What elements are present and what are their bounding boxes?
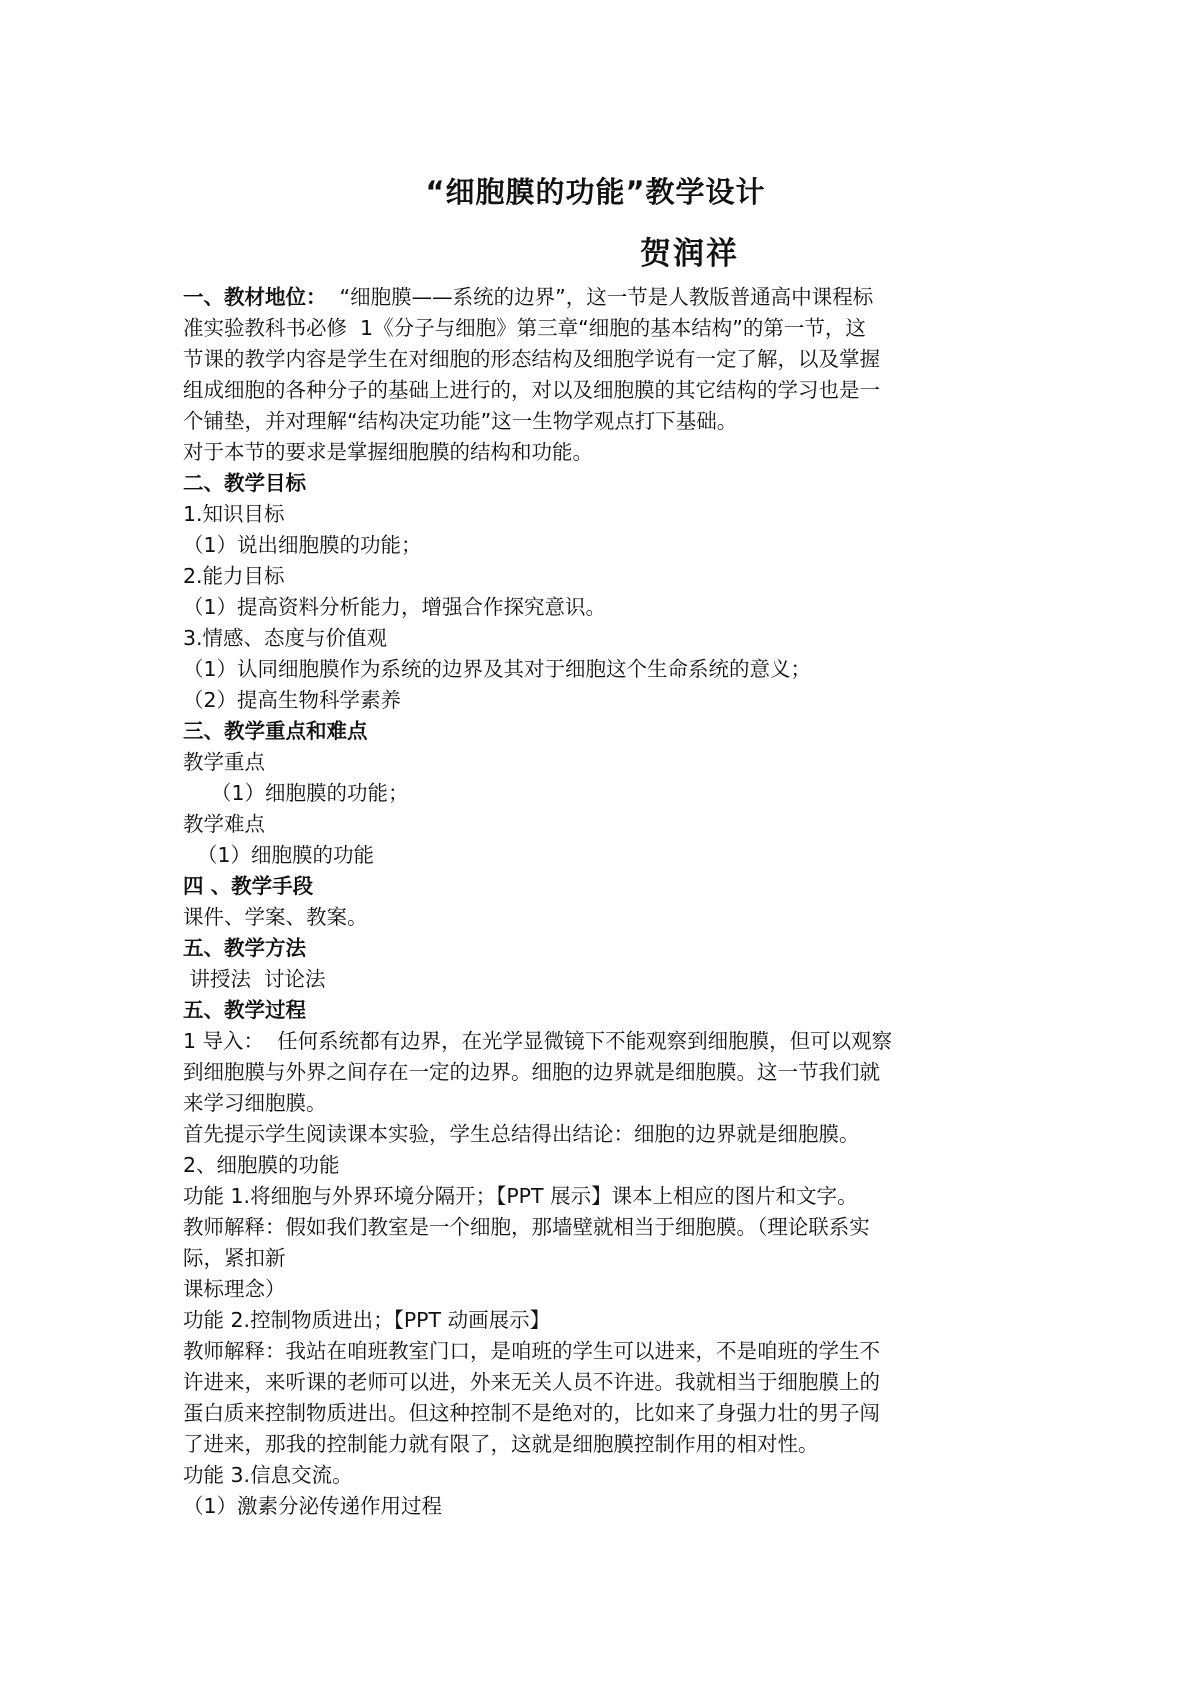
line-text: （1）提高资料分析能力，增强合作探究意识。 bbox=[183, 595, 607, 619]
text-line bbox=[183, 344, 1013, 375]
line-text: 功能 1.将细胞与外界环境分隔开；【PPT 展示】课本上相应的图片和文字。 bbox=[183, 1184, 858, 1208]
section-heading: 三、教学重点和难点 bbox=[183, 719, 368, 743]
line-text: 讲授法 讨论法 bbox=[183, 967, 326, 991]
line-text: （1）细胞膜的功能 bbox=[197, 843, 375, 867]
text-line bbox=[183, 1274, 1013, 1305]
line-text: （1）细胞膜的功能； bbox=[211, 781, 409, 805]
line-text: （1）说出细胞膜的功能； bbox=[183, 533, 422, 557]
section-heading: 二、教学目标 bbox=[183, 471, 306, 495]
line-text: 个铺垫，并对理解“结构决定功能”这一生物学观点打下基础。 bbox=[183, 409, 738, 433]
text-line bbox=[183, 933, 1013, 964]
document-title: “细胞膜的功能”教学设计 bbox=[425, 175, 766, 209]
text-line bbox=[183, 809, 1013, 840]
text-line bbox=[183, 1398, 1013, 1429]
text-line bbox=[183, 1429, 1013, 1460]
line-text: 1.知识目标 bbox=[183, 502, 285, 526]
text-line bbox=[183, 437, 1013, 468]
text-line bbox=[183, 1367, 1013, 1398]
line-text: 到细胞膜与外界之间存在一定的边界。细胞的边界就是细胞膜。这一节我们就 bbox=[183, 1060, 880, 1084]
author-name: 贺润祥 bbox=[640, 236, 739, 272]
section-heading: 一、教材地位： bbox=[183, 285, 327, 309]
text-line bbox=[183, 468, 1013, 499]
line-text: “细胞膜——系统的边界”，这一节是人教版普通高中课程标 bbox=[326, 285, 874, 309]
line-text: 许进来，来听课的老师可以进，外来无关人员不许进。我就相当于细胞膜上的 bbox=[183, 1370, 880, 1394]
text-line bbox=[183, 530, 1013, 561]
line-text: 教学难点 bbox=[183, 812, 265, 836]
line-text: 课标理念） bbox=[183, 1277, 286, 1301]
line-text: 蛋白质来控制物质进出。但这种控制不是绝对的，比如来了身强力壮的男子闯 bbox=[183, 1401, 880, 1425]
line-text: 功能 2.控制物质进出；【PPT 动画展示】 bbox=[183, 1308, 551, 1332]
text-line bbox=[183, 902, 1013, 933]
line-text: 2.能力目标 bbox=[183, 564, 285, 588]
text-line bbox=[183, 1460, 1013, 1491]
line-text: 2、细胞膜的功能 bbox=[183, 1153, 340, 1177]
text-line bbox=[183, 747, 1013, 778]
line-text: 对于本节的要求是掌握细胞膜的结构和功能。 bbox=[183, 440, 593, 464]
text-line bbox=[183, 871, 1013, 902]
text-line bbox=[183, 375, 1013, 406]
line-text: 节课的教学内容是学生在对细胞的形态结构及细胞学说有一定了解，以及掌握 bbox=[183, 347, 880, 371]
document-body bbox=[183, 282, 1013, 1522]
line-text: 功能 3.信息交流。 bbox=[183, 1463, 353, 1487]
text-line bbox=[183, 995, 1013, 1026]
section-heading: 五、教学方法 bbox=[183, 936, 306, 960]
line-text: 1 导入： 任何系统都有边界，在光学显微镜下不能观察到细胞膜，但可以观察 bbox=[183, 1029, 893, 1053]
text-line bbox=[183, 1057, 1013, 1088]
line-text: 教师解释：我站在咱班教室门口，是咱班的学生可以进来，不是咱班的学生不 bbox=[183, 1339, 880, 1363]
text-line bbox=[183, 685, 1013, 716]
text-line bbox=[183, 1212, 1013, 1243]
text-line bbox=[183, 561, 1013, 592]
line-text: 首先提示学生阅读课本实验，学生总结得出结论：细胞的边界就是细胞膜。 bbox=[183, 1122, 860, 1146]
line-text: 了进来，那我的控制能力就有限了，这就是细胞膜控制作用的相对性。 bbox=[183, 1432, 819, 1456]
line-text: 课件、学案、教案。 bbox=[183, 905, 368, 929]
line-text: 教学重点 bbox=[183, 750, 265, 774]
text-line bbox=[183, 1243, 1013, 1274]
line-text: 组成细胞的各种分子的基础上进行的，对以及细胞膜的其它结构的学习也是一 bbox=[183, 378, 880, 402]
line-text: （1）认同细胞膜作为系统的边界及其对于细胞这个生命系统的意义； bbox=[183, 657, 812, 681]
line-text: 3.情感、态度与价值观 bbox=[183, 626, 388, 650]
text-line bbox=[183, 282, 1013, 313]
text-line bbox=[183, 964, 1013, 995]
section-heading: 五、教学过程 bbox=[183, 998, 306, 1022]
text-line bbox=[183, 1336, 1013, 1367]
line-text: 教师解释：假如我们教室是一个细胞，那墙壁就相当于细胞膜。（理论联系实 bbox=[183, 1215, 870, 1239]
text-line bbox=[183, 1150, 1013, 1181]
text-line bbox=[183, 1305, 1013, 1336]
text-line bbox=[183, 1119, 1013, 1150]
line-text: 际，紧扣新 bbox=[183, 1246, 286, 1270]
text-line bbox=[183, 1491, 1013, 1522]
text-line bbox=[183, 623, 1013, 654]
section-heading: 四 、教学手段 bbox=[183, 874, 314, 898]
line-text: 准实验教科书必修 1《分子与细胞》第三章“细胞的基本结构”的第一节，这 bbox=[183, 316, 866, 340]
text-line bbox=[183, 499, 1013, 530]
line-text: （1）激素分泌传递作用过程 bbox=[183, 1494, 443, 1518]
text-line bbox=[183, 1026, 1013, 1057]
text-line bbox=[183, 406, 1013, 437]
line-text: 来学习细胞膜。 bbox=[183, 1091, 327, 1115]
line-text: （2）提高生物科学素养 bbox=[183, 688, 402, 712]
text-line bbox=[183, 840, 1013, 871]
text-line bbox=[183, 654, 1013, 685]
text-line bbox=[183, 313, 1013, 344]
text-line bbox=[183, 592, 1013, 623]
text-line bbox=[183, 778, 1013, 809]
text-line bbox=[183, 1088, 1013, 1119]
text-line bbox=[183, 1181, 1013, 1212]
text-line bbox=[183, 716, 1013, 747]
